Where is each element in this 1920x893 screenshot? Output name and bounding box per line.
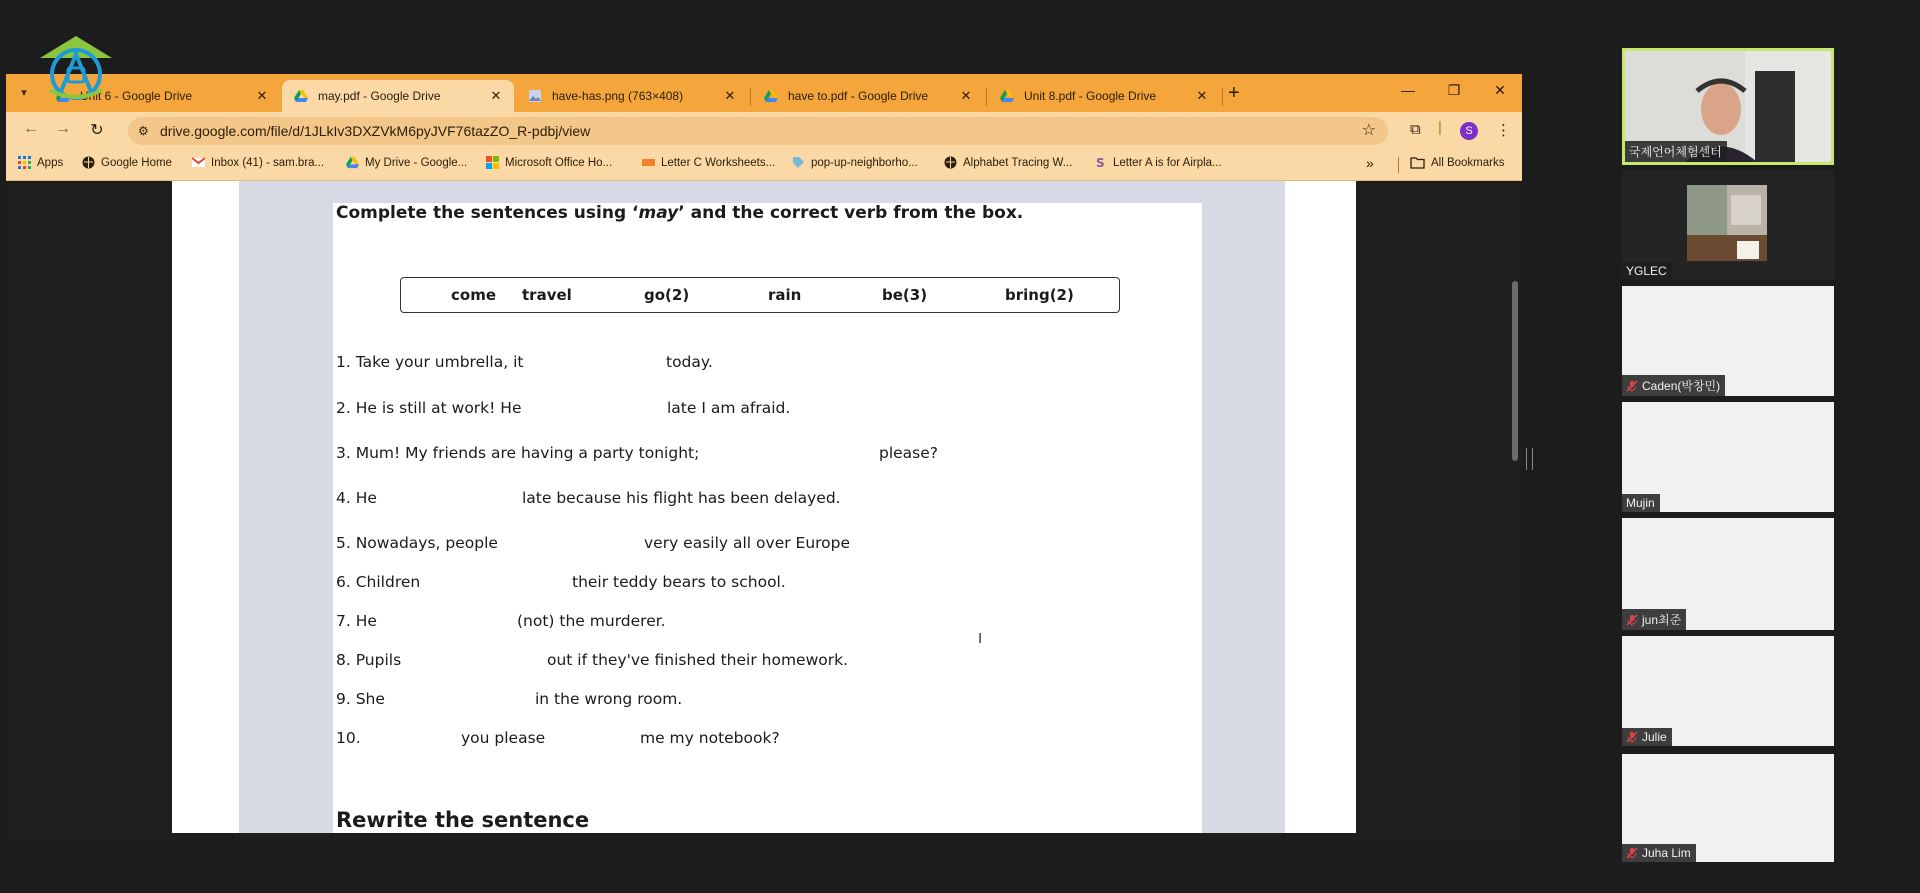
site-info-icon[interactable]: ⚙	[138, 124, 149, 138]
muted-microphone-icon	[1626, 847, 1638, 859]
bookmarks-bar	[6, 150, 1522, 181]
participant-name-tag: 국제언어체험센터	[1625, 141, 1727, 162]
muted-microphone-icon	[1626, 380, 1638, 392]
participant-tile-5[interactable]	[1622, 518, 1834, 630]
profile-avatar[interactable]: S	[1460, 122, 1478, 140]
gmail-icon	[192, 156, 205, 169]
folder-icon	[1410, 156, 1425, 169]
bookmark-alphabet-tracing[interactable]: Alphabet Tracing W...	[944, 156, 1072, 169]
google-drive-icon	[294, 89, 308, 103]
verb-travel: travel	[522, 286, 572, 304]
section-heading-rewrite: Rewrite the sentence	[336, 808, 590, 832]
google-drive-icon	[346, 156, 359, 169]
bookmark-gmail-inbox[interactable]: Inbox (41) - sam.bra...	[192, 156, 324, 169]
extensions-puzzle-icon[interactable]: ⧉	[1410, 121, 1421, 138]
verb-bring: bring(2)	[1005, 286, 1074, 304]
muted-microphone-icon	[1626, 731, 1638, 743]
participant-tile-6[interactable]	[1622, 636, 1834, 746]
bookmark-microsoft-office[interactable]: Microsoft Office Ho...	[486, 156, 612, 169]
more-menu-icon[interactable]: ⋮	[1496, 122, 1511, 139]
tab-title: have-has.png (763×408)	[552, 89, 684, 103]
reload-icon[interactable]: ↻	[90, 122, 104, 139]
close-tab-icon[interactable]: ✕	[256, 88, 268, 103]
google-drive-icon	[764, 89, 778, 103]
participant-name-tag: Julie	[1622, 728, 1672, 746]
new-tab-plus-icon[interactable]: +	[1228, 82, 1240, 104]
tab-may-pdf[interactable]	[282, 80, 514, 112]
verb-rain: rain	[768, 286, 802, 304]
tab-unit-8-pdf[interactable]	[988, 80, 1220, 112]
toolbar-divider: |	[1438, 119, 1442, 136]
bookmark-star-icon[interactable]: ☆	[1361, 122, 1376, 139]
close-tab-icon[interactable]: ✕	[724, 88, 736, 103]
page-border	[239, 181, 1285, 833]
tab-have-to-pdf[interactable]	[752, 80, 984, 112]
participant-video	[1687, 185, 1767, 261]
url-text: drive.google.com/file/d/1JLkIv3DXZVkM6pyJVF76tazZO_R-pdbj/view	[160, 123, 591, 139]
tab-divider	[1222, 88, 1223, 106]
browser-window	[6, 74, 1522, 840]
text-cursor-icon: I	[978, 630, 983, 647]
verb-go: go(2)	[644, 286, 690, 304]
participant-name-tag: Caden(박창민)	[1622, 375, 1725, 396]
tag-icon	[792, 156, 805, 169]
bookmark-pop-up-neighborhood[interactable]: pop-up-neighborho...	[792, 156, 918, 169]
close-tab-icon[interactable]: ✕	[1196, 88, 1208, 103]
back-arrow-icon[interactable]: ←	[23, 120, 39, 137]
tab-title: may.pdf - Google Drive	[318, 89, 441, 103]
tab-search-chevron-icon[interactable]: ▾	[21, 87, 27, 99]
browser-toolbar	[6, 112, 1522, 150]
address-bar[interactable]	[128, 117, 1388, 145]
participant-name-tag: Mujin	[1622, 494, 1660, 512]
participant-tile-4[interactable]	[1622, 402, 1834, 512]
dollar-s-icon	[1094, 156, 1107, 169]
google-drive-icon	[1000, 89, 1014, 103]
verb-box	[400, 277, 1120, 313]
tab-have-has-png[interactable]	[516, 80, 748, 112]
tab-title: Unit 8.pdf - Google Drive	[1024, 89, 1157, 103]
pdf-page	[172, 181, 1356, 833]
worksheet: Complete the sentences using ‘may’ and the correct verb from the box. come travel go(2) rain be(3) bring(2) 1. Take your umbrella, it today. 2. He is still at work! He late I am afraid. 3. Mum! My friends are having a party tonight; please? 4. He late because his flight has been delayed. 5. Nowadays, people very easily all over Europe 6. Children their teddy bears to school. 7. He (not) the murderer. 8. Pupils out if they've finished their homework. 9. She in the wrong room. 10. you please me my notebook? Rewrite the sentence	[333, 203, 1202, 833]
participant-name-tag: YGLEC	[1622, 262, 1672, 280]
bookmark-google-home[interactable]: Google Home	[82, 156, 172, 169]
verb-come: come	[451, 286, 496, 304]
globe-icon	[82, 156, 95, 169]
pdf-viewer	[6, 181, 1522, 840]
bookmarks-overflow-chevron-icon[interactable]: »	[1366, 155, 1374, 171]
bookmark-letter-a-airplane[interactable]: S Letter A is for Airpla...	[1096, 156, 1222, 169]
restore-icon[interactable]: ❐	[1447, 82, 1461, 98]
verb-be: be(3)	[882, 286, 928, 304]
all-bookmarks-folder[interactable]: All Bookmarks	[1410, 156, 1505, 169]
close-tab-icon[interactable]: ✕	[490, 88, 502, 103]
minimize-icon[interactable]: —	[1401, 82, 1415, 98]
apps-grid-icon	[18, 156, 31, 169]
bookmark-my-drive[interactable]: My Drive - Google...	[346, 156, 467, 169]
svg-text:S: S	[1096, 156, 1105, 169]
tab-divider	[750, 88, 751, 106]
vertical-scrollbar[interactable]	[1510, 181, 1520, 840]
worksheet-instruction: Complete the sentences using ‘may’ and the correct verb from the box.	[336, 203, 1024, 223]
tab-title: have to.pdf - Google Drive	[788, 89, 929, 103]
bookmarks-divider	[1398, 157, 1399, 173]
close-tab-icon[interactable]: ✕	[960, 88, 972, 103]
microsoft-logo-icon	[486, 156, 499, 169]
bookmark-letter-c-worksheets[interactable]: Letter C Worksheets...	[642, 156, 775, 169]
close-window-icon[interactable]: ✕	[1494, 82, 1506, 98]
globe-icon	[944, 156, 957, 169]
bookmark-apps[interactable]: Apps	[18, 156, 63, 169]
participant-name-tag: jun최준	[1622, 609, 1686, 630]
tab-divider	[986, 88, 987, 106]
scrollbar-thumb[interactable]	[1512, 281, 1518, 461]
forward-arrow-icon[interactable]: →	[55, 120, 71, 137]
worksheet-site-icon	[642, 156, 655, 169]
panel-resize-handle[interactable]	[1526, 448, 1533, 470]
participant-tile-3[interactable]	[1622, 286, 1834, 396]
image-file-icon	[528, 89, 542, 103]
tab-title: Unit 6 - Google Drive	[80, 89, 193, 103]
organization-logo	[36, 32, 116, 104]
tab-bar	[6, 74, 1522, 112]
participant-tile-1[interactable]	[1622, 48, 1834, 165]
muted-microphone-icon	[1626, 614, 1638, 626]
participant-tile-2[interactable]	[1622, 170, 1834, 280]
participant-name-tag: Juha Lim	[1622, 844, 1696, 862]
participant-tile-7[interactable]	[1622, 754, 1834, 862]
